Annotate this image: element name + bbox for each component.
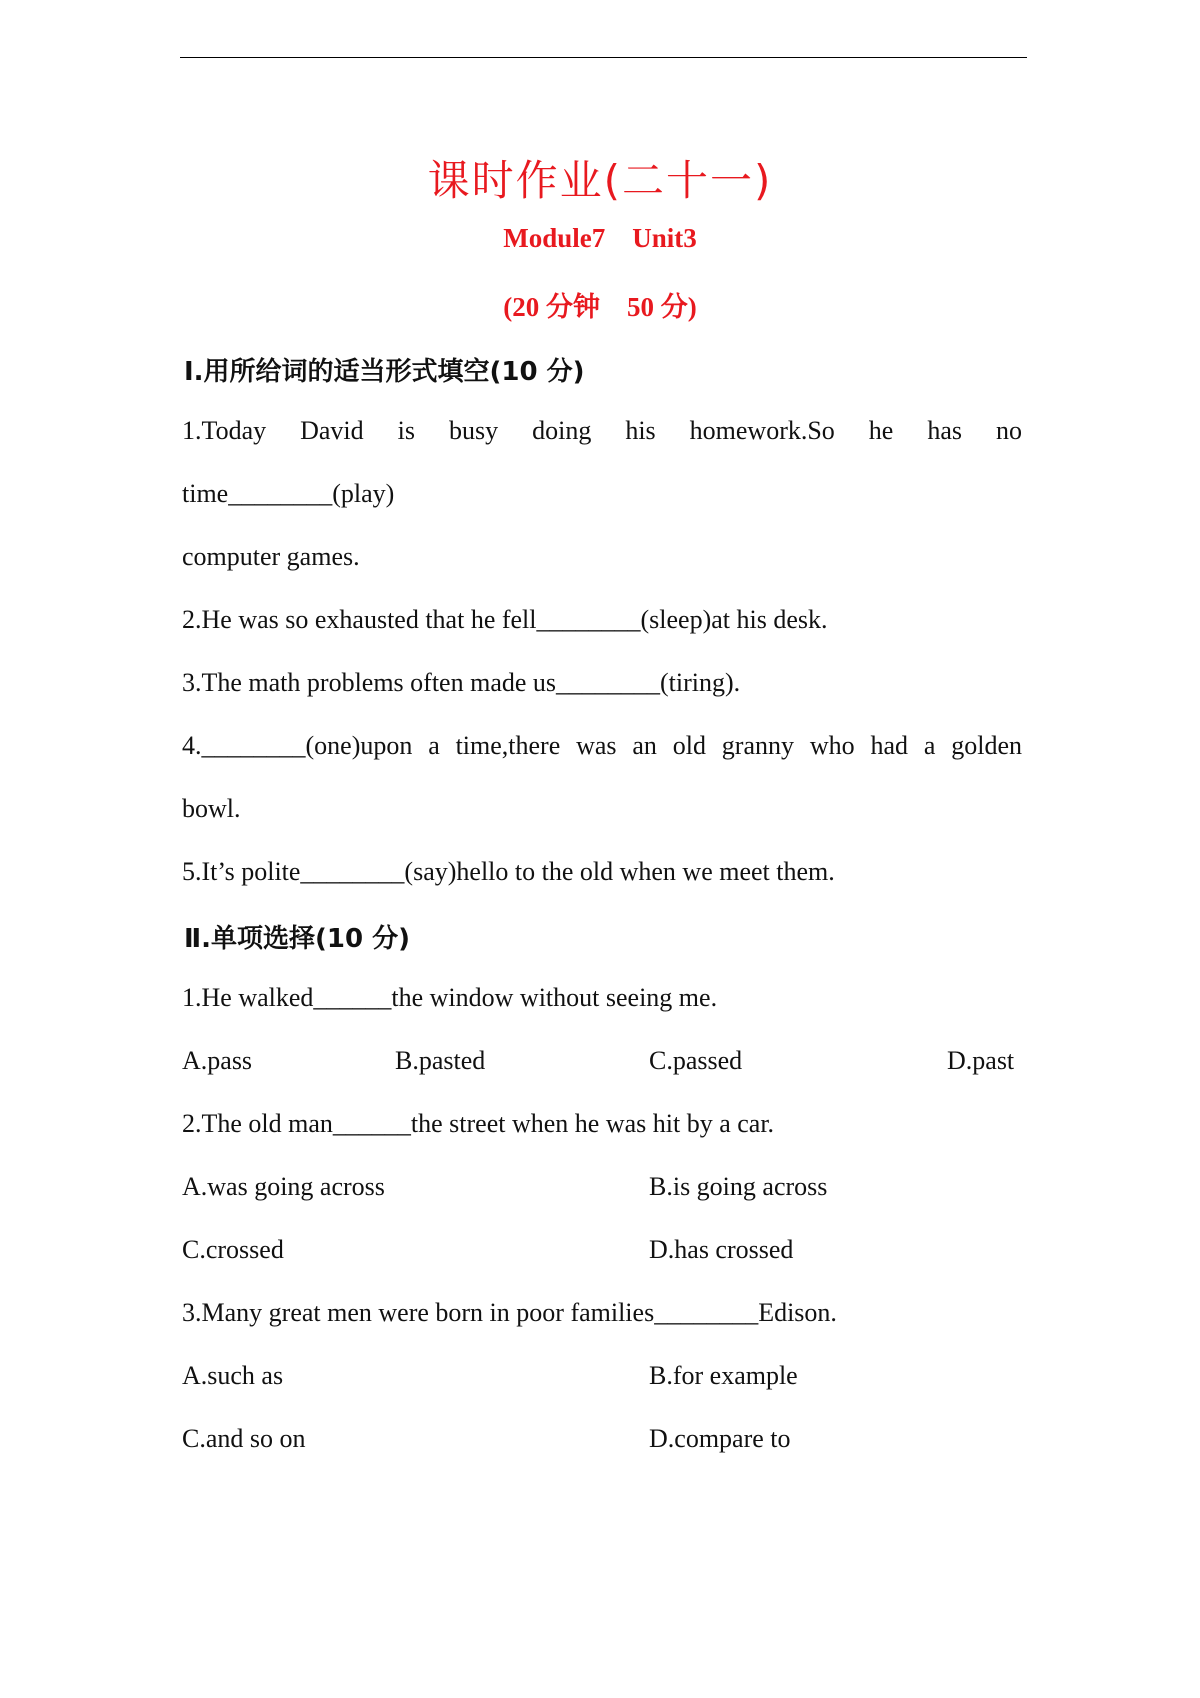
section1-q1-line2: time________(play) (182, 479, 395, 508)
section2-q1-option-c: C.passed (649, 1046, 743, 1075)
section1-q4-line1: 4.________(one)upon a time,there was an old granny who had a golden (182, 731, 1022, 760)
section2-q1: 1.He walked______the window without seeing me. (182, 983, 718, 1012)
section2-q3: 3.Many great men were born in poor families________Edison. (182, 1298, 837, 1327)
section2-q2-option-d: D.has crossed (649, 1235, 794, 1264)
section1-q1-line3: computer games. (182, 542, 360, 571)
time-score-subtitle: (20 分钟 50 分) (503, 292, 697, 322)
section2-q1-option-d: D.past (947, 1046, 1015, 1075)
section1-q4-line2: bowl. (182, 794, 241, 823)
section2-q2-option-c: C.crossed (182, 1235, 284, 1264)
section2-heading: Ⅱ.单项选择(10 分) (184, 924, 411, 954)
section2-q3-option-a: A.such as (182, 1361, 284, 1390)
header-rule (180, 57, 1027, 58)
section2-q3-option-c: C.and so on (182, 1424, 306, 1453)
module-unit-subtitle: Module7 Unit3 (503, 223, 697, 253)
section1-q5: 5.It’s polite________(say)hello to the old when we meet them. (182, 857, 835, 886)
section1-heading: Ⅰ.用所给词的适当形式填空(10 分) (184, 357, 585, 387)
page-title: 课时作业(二十一) (427, 156, 773, 205)
section2-q3-option-d: D.compare to (649, 1424, 791, 1453)
section2-q1-option-a: A.pass (182, 1046, 253, 1075)
section2-q3-option-b: B.for example (649, 1361, 798, 1390)
section1-q3: 3.The math problems often made us________(tiring). (182, 668, 741, 697)
section2-q2-option-a: A.was going across (182, 1172, 385, 1201)
section1-q1-line1: 1.Today David is busy doing his homework.So he has no (182, 416, 1022, 445)
section2-q1-option-b: B.pasted (395, 1046, 486, 1075)
section2-q2-option-b: B.is going across (649, 1172, 828, 1201)
section2-q2: 2.The old man______the street when he was hit by a car. (182, 1109, 775, 1138)
section1-q2: 2.He was so exhausted that he fell________(sleep)at his desk. (182, 605, 828, 634)
